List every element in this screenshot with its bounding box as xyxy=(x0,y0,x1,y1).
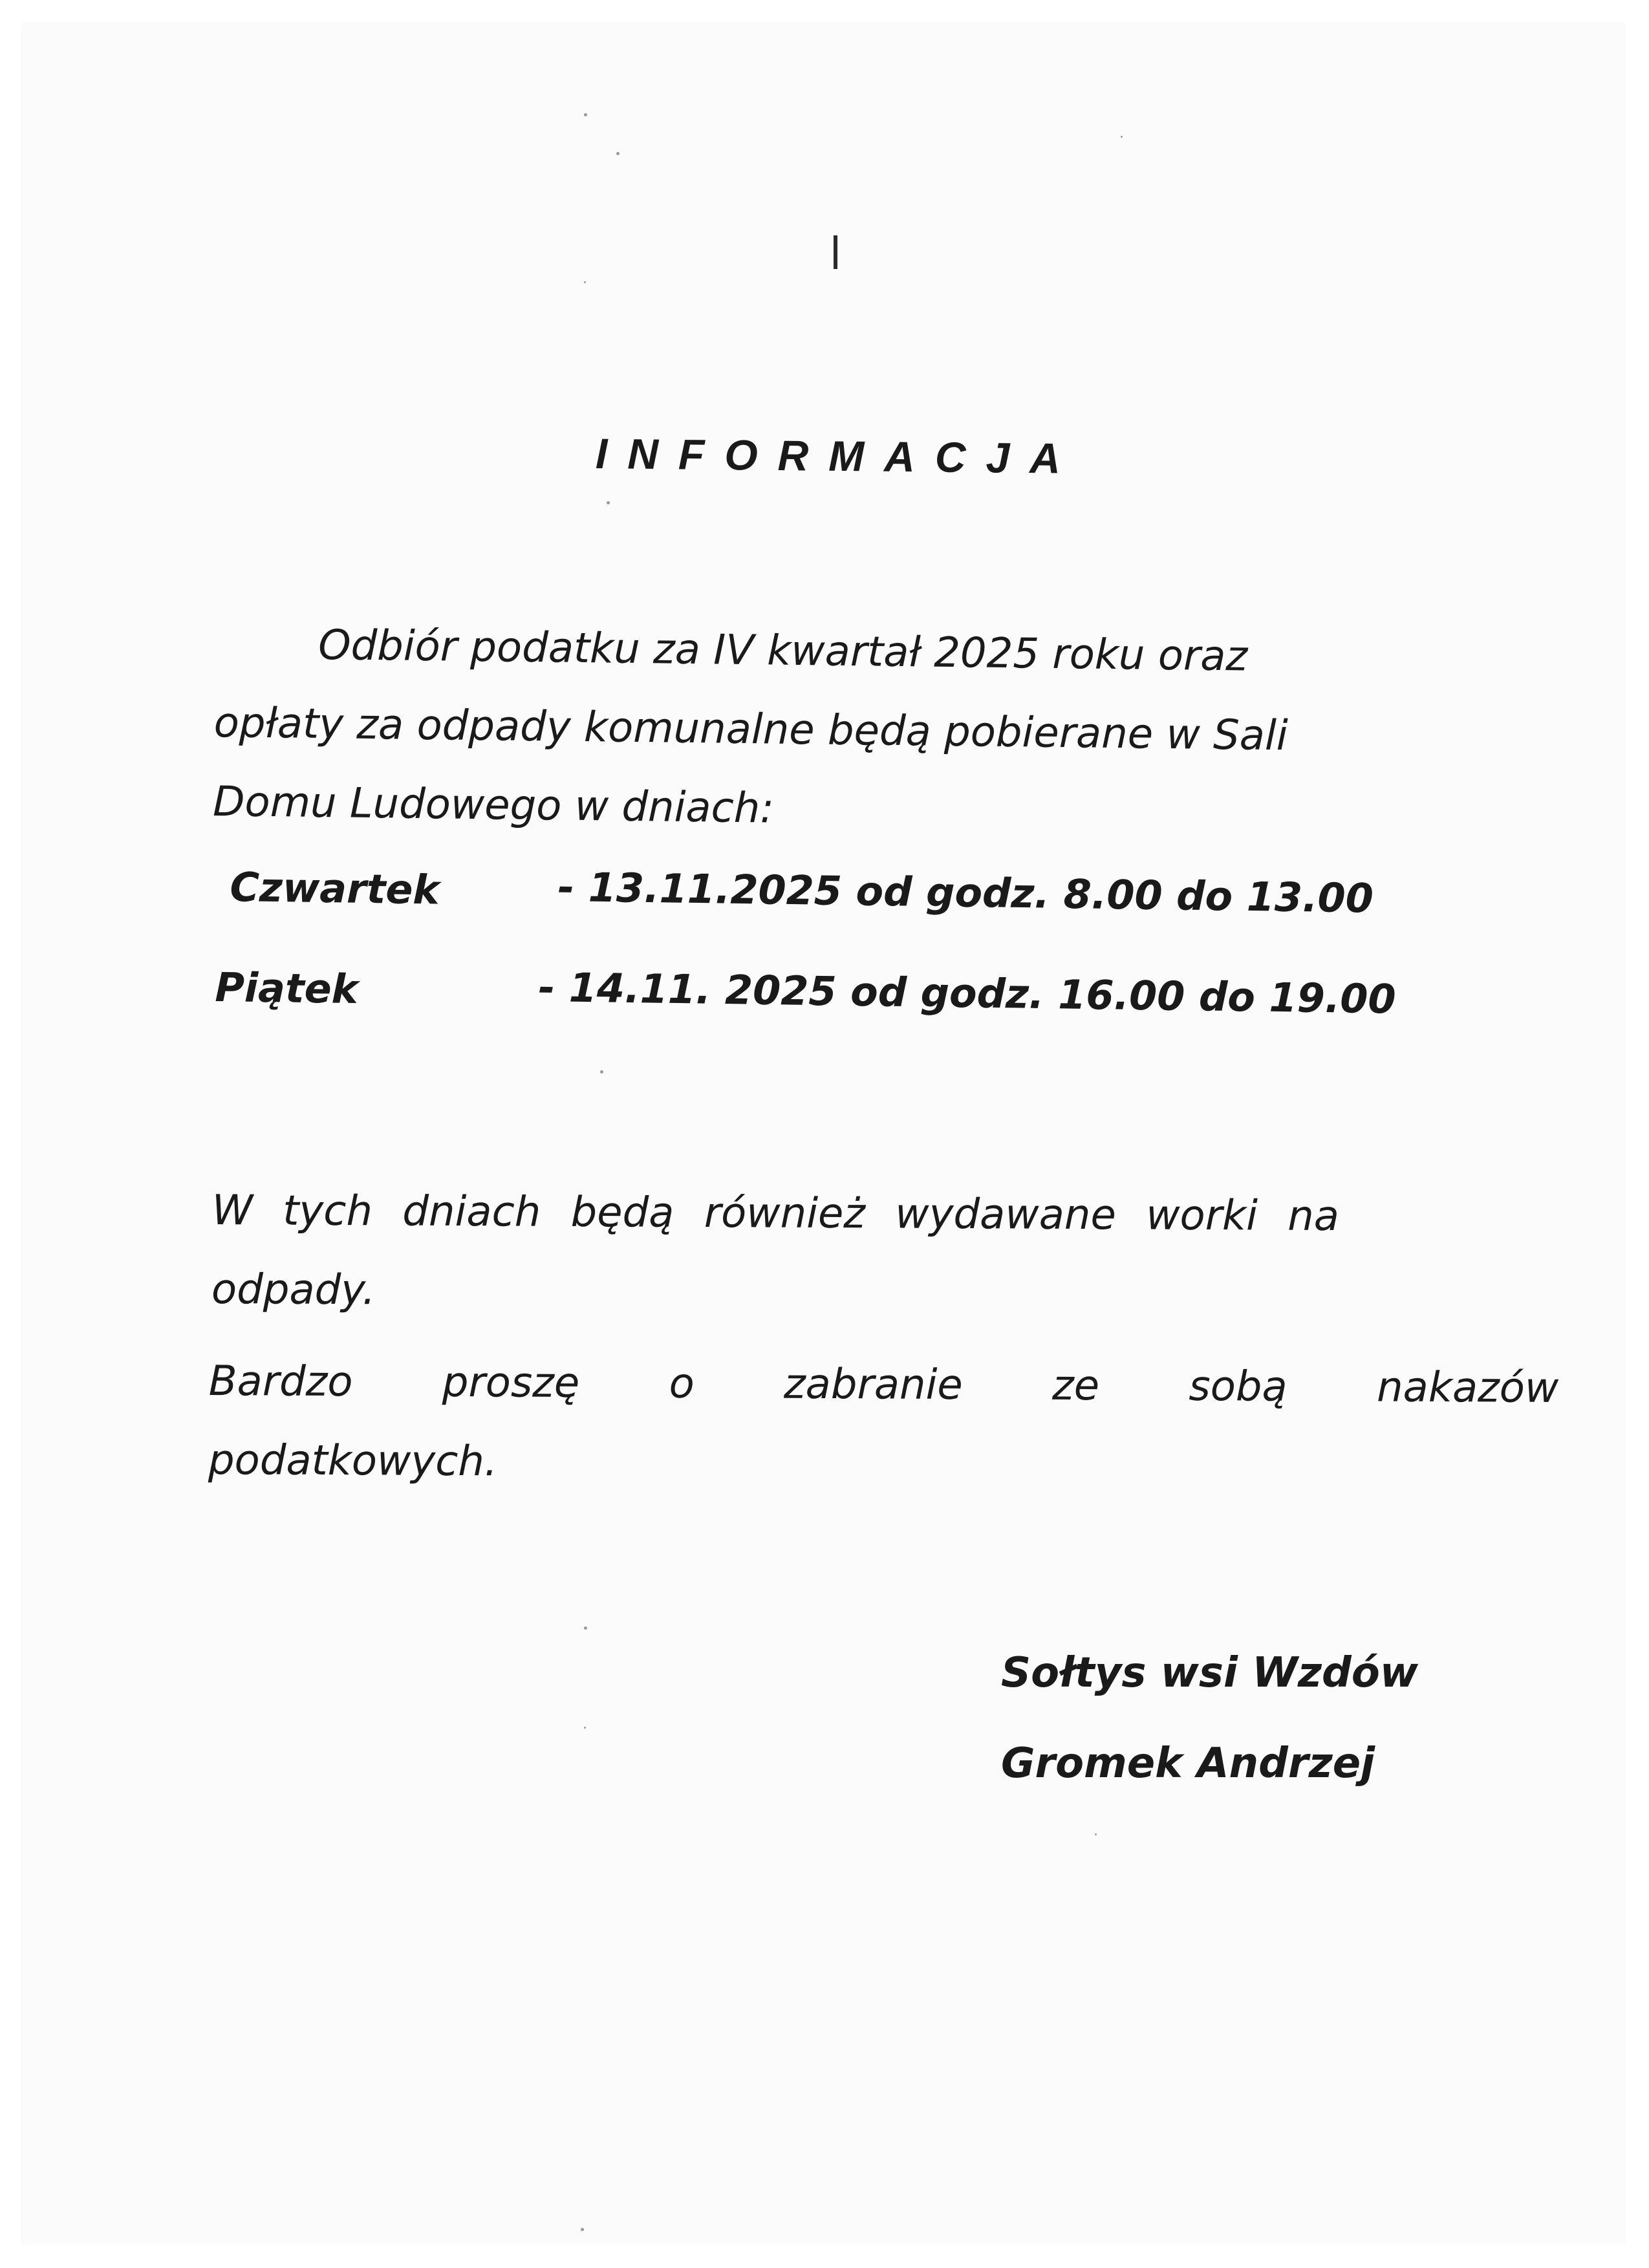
document-title: INFORMACJA xyxy=(595,429,1081,482)
top-mark xyxy=(834,235,837,269)
scan-speck xyxy=(584,1727,586,1729)
request-paragraph xyxy=(208,1342,1559,1506)
intro-paragraph xyxy=(213,605,1444,856)
scanned-page xyxy=(21,23,1626,2245)
schedule-day-thursday: Czwartek xyxy=(229,863,440,914)
signature-role: Sołtys wsi Wzdów xyxy=(1001,1649,1418,1697)
signature-name: Gromek Andrzej xyxy=(1001,1740,1375,1787)
request-line-2: podatkowych. xyxy=(208,1436,498,1486)
request-line-1: Bardzo proszę o zabranie ze sobą nakazów xyxy=(208,1357,1559,1412)
schedule-details-thursday: - 13.11.2025 od godz. 8.00 do 13.00 xyxy=(557,863,1374,922)
schedule-day-friday: Piątek xyxy=(214,964,359,1013)
intro-line-1-text: Odbiór podatku za IV kwartał 2025 roku oraz xyxy=(318,621,1248,681)
bags-paragraph xyxy=(211,1171,1428,1335)
scan-speck xyxy=(1095,1833,1097,1835)
scan-speck xyxy=(616,152,620,155)
intro-line-3: Domu Ludowego w dniach: xyxy=(212,777,775,833)
scan-speck xyxy=(584,281,586,283)
bags-line-1: W tych dniach będą również wydawane worki na xyxy=(211,1186,1340,1241)
scan-speck xyxy=(600,1070,603,1074)
scan-speck xyxy=(607,501,610,504)
bags-line-2: odpady. xyxy=(211,1265,376,1315)
schedule-details-friday: - 14.11. 2025 od godz. 16.00 do 19.00 xyxy=(537,964,1397,1023)
intro-line-1 xyxy=(215,605,1444,698)
intro-line-2: opłaty za odpady komunalne będą pobierane w Sali xyxy=(213,698,1289,761)
scan-speck xyxy=(1121,136,1123,138)
scan-speck xyxy=(584,1626,587,1630)
scan-speck xyxy=(584,113,587,116)
scan-speck xyxy=(581,2228,584,2231)
